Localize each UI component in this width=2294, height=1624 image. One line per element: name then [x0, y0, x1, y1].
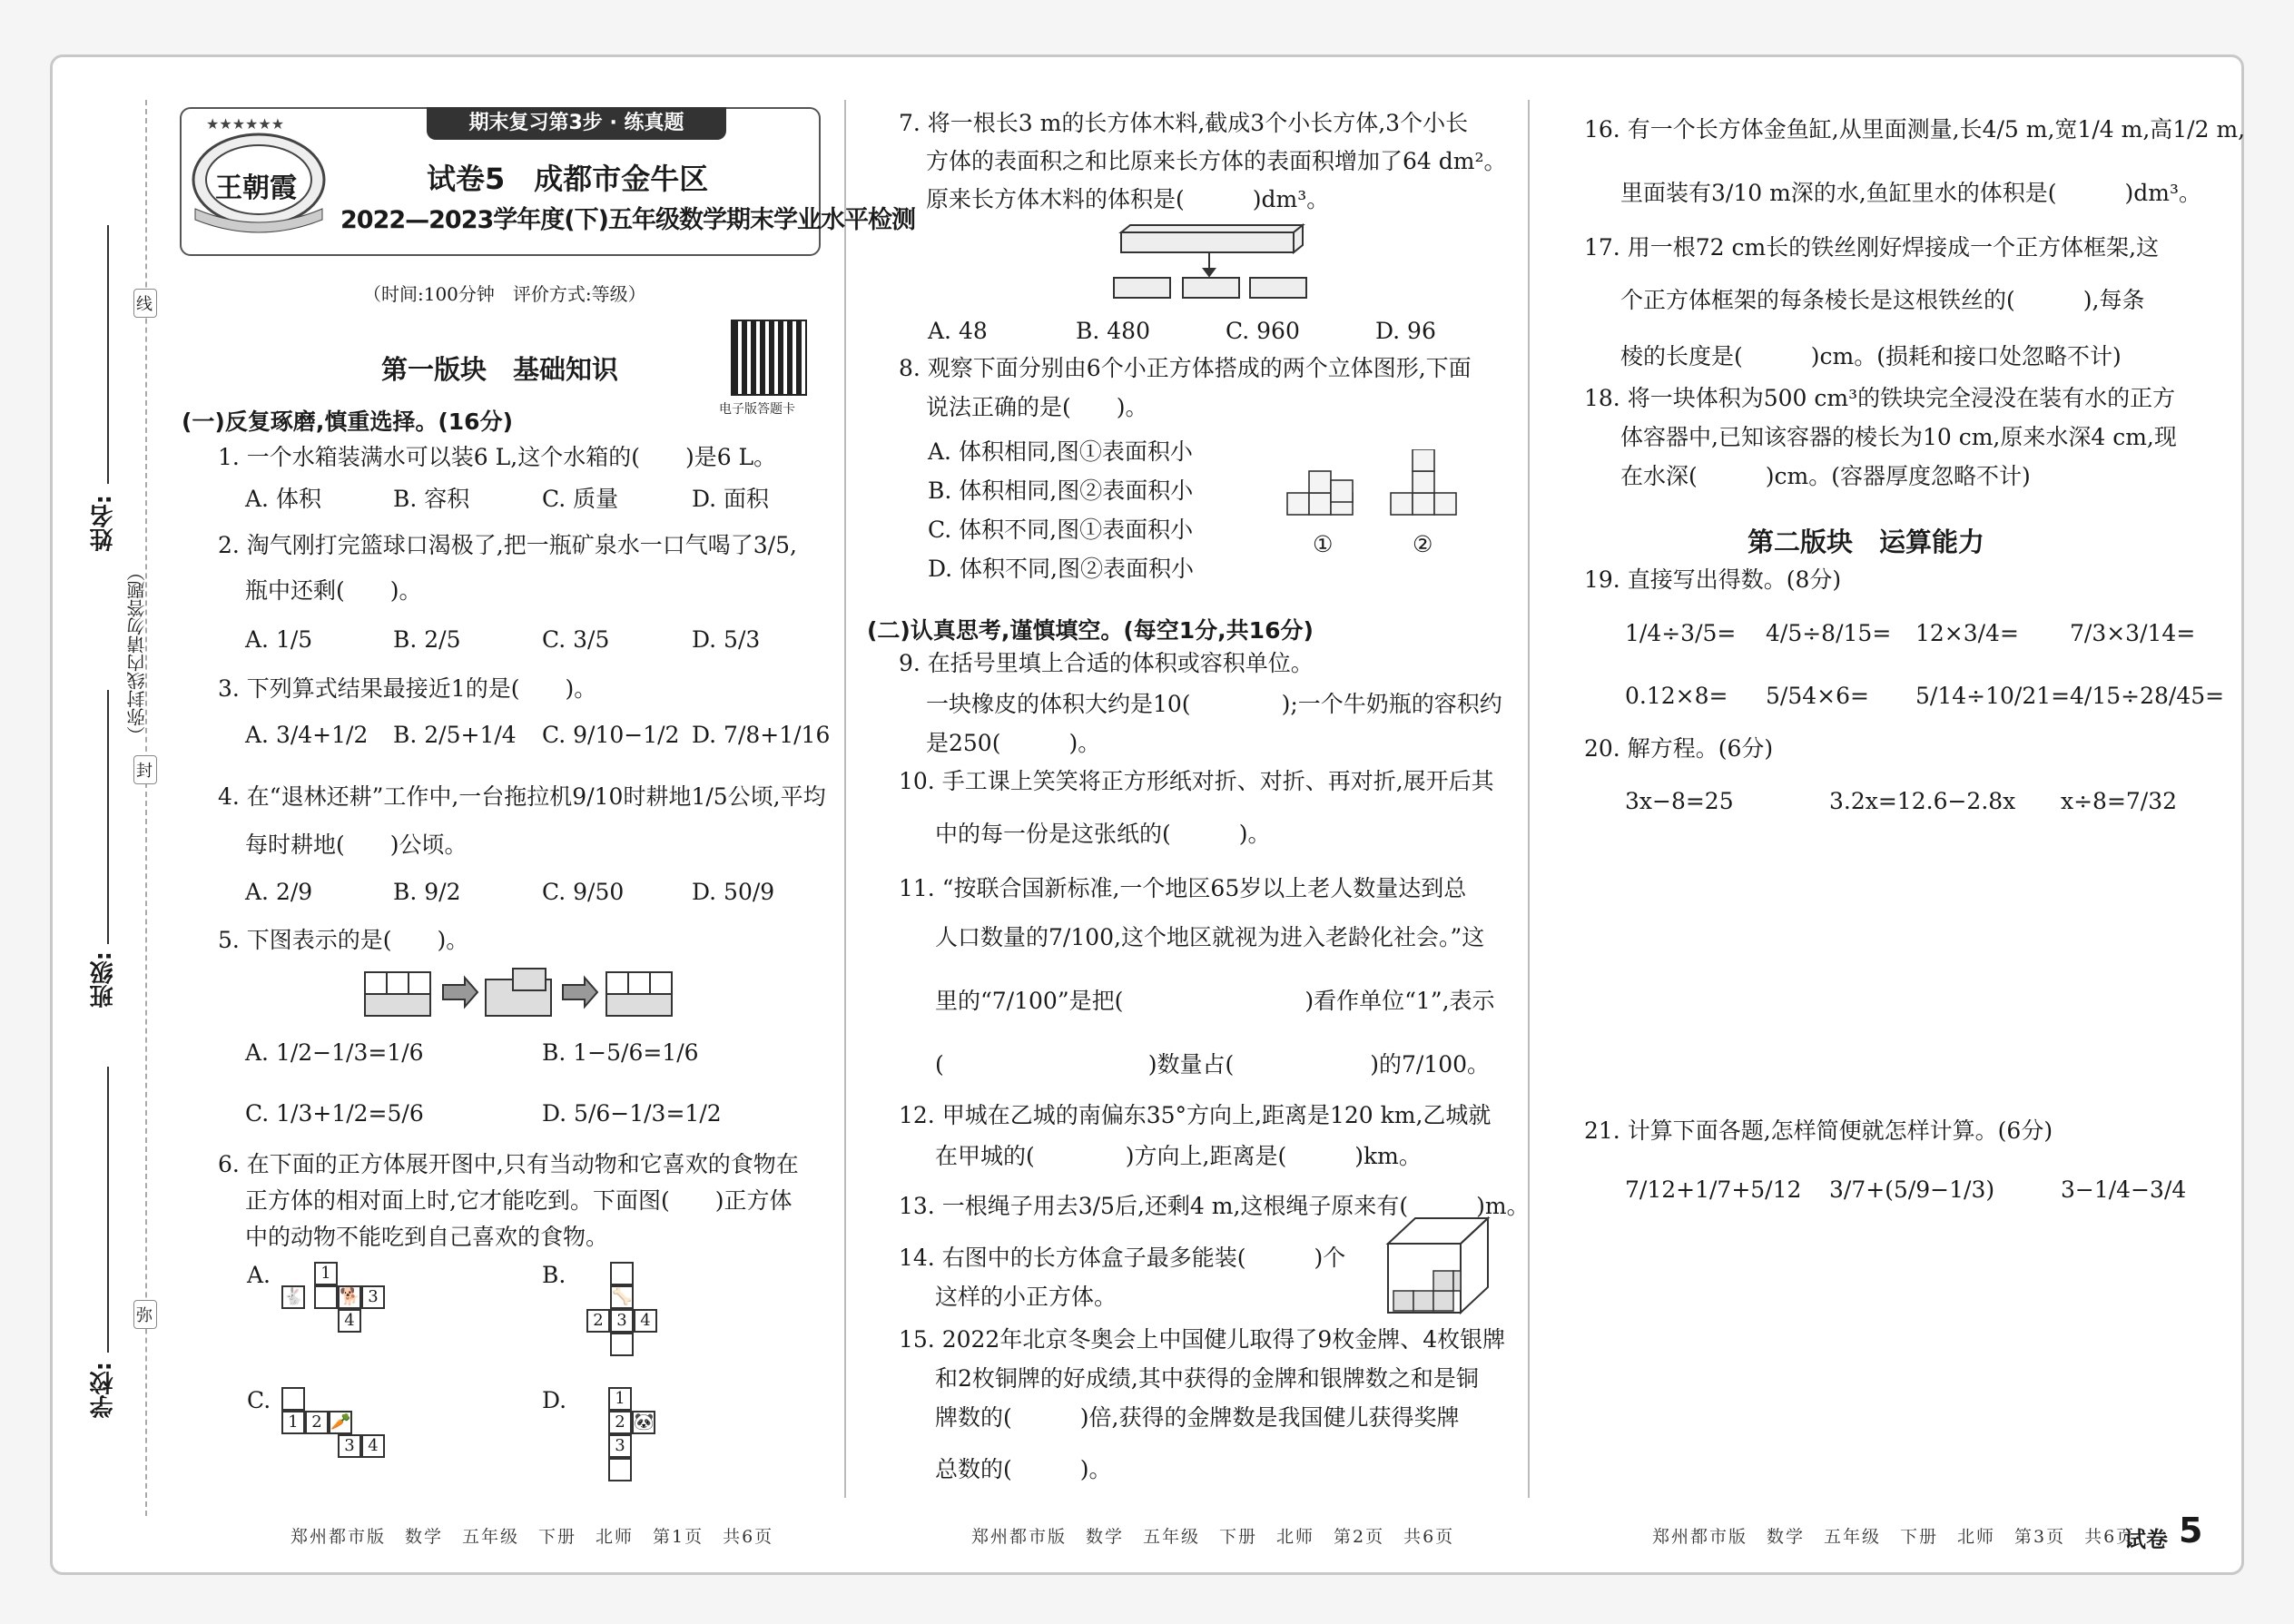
q4-option-b[interactable]: B. 9/2 — [393, 879, 461, 905]
q2-option-a[interactable]: A. 1/5 — [245, 626, 313, 653]
school-label: 学校: — [90, 1362, 117, 1419]
svg-text:★★★★★★: ★★★★★★ — [206, 118, 285, 133]
q6-net-d: 1 2 🐼 3 — [599, 1387, 681, 1505]
question-12: 12. 甲城在乙城的南偏东35°方向上,距离是120 km,乙城就 — [899, 1102, 1492, 1128]
question-6-cont2: 中的动物不能吃到自己喜欢的食物。 — [245, 1224, 609, 1250]
block-title-compute: 第二版块 运算能力 — [1748, 527, 1985, 557]
question-14: 14. 右图中的长方体盒子最多能装( )个 — [899, 1245, 1346, 1271]
question-15-cont3: 总数的( )。 — [935, 1456, 1112, 1482]
binding-note: （弥封线内请勿答题） — [126, 563, 148, 744]
q2-option-c[interactable]: C. 3/5 — [542, 626, 610, 653]
q20-item-3[interactable]: x÷8=7/32 — [2061, 788, 2178, 814]
q19-item-3[interactable]: 12×3/4= — [1915, 620, 2019, 646]
review-step-tag: 期末复习第3步 · 练真题 — [427, 107, 726, 140]
q6-net-b: 🦴 2 3 4 — [577, 1262, 686, 1371]
q6-net-a: 1 🐇 🐕 3 4 — [281, 1262, 390, 1343]
q2-option-b[interactable]: B. 2/5 — [393, 626, 461, 653]
q7-option-c[interactable]: C. 960 — [1226, 318, 1300, 344]
q5-option-b[interactable]: B. 1−5/6=1/6 — [542, 1039, 699, 1066]
q5-option-a[interactable]: A. 1/2−1/3=1/6 — [245, 1039, 424, 1066]
question-7-cont2: 原来长方体木料的体积是( )dm³。 — [926, 186, 1330, 212]
question-11-cont2: 里的“7/100”是把( )看作单位“1”,表示 — [935, 988, 1495, 1014]
q8-option-c[interactable]: C. 体积不同,图①表面积小 — [928, 517, 1194, 543]
q1-option-a[interactable]: A. 体积 — [245, 486, 321, 512]
question-11-cont3: ( )数量占( )的7/100。 — [935, 1051, 1491, 1078]
question-7-cont: 方体的表面积之和比原来长方体的表面积增加了64 dm²。 — [926, 148, 1507, 174]
qr-code[interactable] — [731, 320, 807, 396]
q3-option-b[interactable]: B. 2/5+1/4 — [393, 722, 517, 748]
question-8-cont: 说法正确的是( )。 — [926, 394, 1148, 420]
q6-label-b[interactable]: B. — [542, 1262, 566, 1288]
class-blank[interactable] — [107, 690, 109, 944]
q4-option-a[interactable]: A. 2/9 — [245, 879, 313, 905]
q5-option-d[interactable]: D. 5/6−1/3=1/2 — [542, 1100, 722, 1127]
time-info: （时间:100分钟 评价方式:等级） — [363, 283, 646, 305]
question-19: 19. 直接写出得数。(8分) — [1584, 566, 1842, 593]
binding-mark-mi: 弥 — [133, 1300, 157, 1329]
q8-option-a[interactable]: A. 体积相同,图①表面积小 — [928, 438, 1193, 465]
class-label: 班级: — [90, 951, 117, 1009]
question-9-cont: 一块橡皮的体积大约是10( );一个牛奶瓶的容积约 — [926, 691, 1502, 717]
question-6: 6. 在下面的正方体展开图中,只有当动物和它喜欢的食物在 — [218, 1151, 799, 1177]
q8-figure-label-1: ① — [1313, 531, 1334, 557]
footer-page-3: 郑州都市版 数学 五年级 下册 北师 第3页 共6页 — [1652, 1527, 2136, 1547]
question-4: 4. 在“退林还耕”工作中,一台拖拉机9/10时耕地1/5公顷,平均 — [218, 783, 826, 810]
question-18-cont: 体容器中,已知该容器的棱长为10 cm,原来水深4 cm,现 — [1620, 424, 2177, 450]
column-divider-1 — [844, 100, 846, 1498]
paper-subtitle: 2022—2023学年度(下)五年级数学期末学业水平检测 — [340, 206, 915, 234]
q3-option-c[interactable]: C. 9/10−1/2 — [542, 722, 680, 748]
logo-text: 王朝霞 — [215, 172, 297, 204]
binding-mark-seal: 封 — [133, 755, 157, 784]
question-9-cont2: 是250( )。 — [926, 730, 1101, 756]
q4-option-d[interactable]: D. 50/9 — [692, 879, 775, 905]
question-10-cont: 中的每一份是这张纸的( )。 — [935, 821, 1271, 847]
question-17: 17. 用一根72 cm长的铁丝刚好焊接成一个正方体框架,这 — [1584, 234, 2160, 261]
q1-option-c[interactable]: C. 质量 — [542, 486, 619, 512]
footer-page-2: 郑州都市版 数学 五年级 下册 北师 第2页 共6页 — [971, 1527, 1455, 1547]
paper-title: 试卷5 成都市金牛区 — [427, 162, 709, 196]
q19-item-7[interactable]: 5/14÷10/21= — [1915, 683, 2071, 709]
q19-item-6[interactable]: 5/54×6= — [1766, 683, 1869, 709]
q21-item-3[interactable]: 3−1/4−3/4 — [2061, 1176, 2187, 1203]
question-9: 9. 在括号里填上合适的体积或容积单位。 — [899, 650, 1314, 676]
question-11: 11. “按联合国新标准,一个地区65岁以上老人数量达到总 — [899, 875, 1467, 901]
q1-option-d[interactable]: D. 面积 — [692, 486, 770, 512]
question-16: 16. 有一个长方体金鱼缸,从里面测量,长4/5 m,宽1/4 m,高1/2 m, — [1584, 116, 2246, 143]
q8-option-d[interactable]: D. 体积不同,图②表面积小 — [928, 556, 1194, 582]
question-2-cont: 瓶中还剩( )。 — [245, 577, 422, 604]
q7-figure — [1112, 223, 1307, 305]
question-5: 5. 下图表示的是( )。 — [218, 927, 469, 953]
q3-option-a[interactable]: A. 3/4+1/2 — [245, 722, 369, 748]
q6-label-d[interactable]: D. — [542, 1387, 567, 1413]
question-15-cont: 和2枚铜牌的好成绩,其中获得的金牌和银牌数之和是铜 — [935, 1365, 1479, 1392]
question-17-cont: 个正方体框架的每条棱长是这根铁丝的( ),每条 — [1620, 287, 2145, 313]
q6-label-c[interactable]: C. — [247, 1387, 271, 1413]
question-17-cont2: 棱的长度是( )cm。(损耗和接口处忽略不计) — [1620, 343, 2122, 369]
question-20: 20. 解方程。(6分) — [1584, 735, 1774, 762]
school-blank[interactable] — [107, 1067, 109, 1353]
question-21: 21. 计算下面各题,怎样简便就怎样计算。(6分) — [1584, 1117, 2053, 1144]
q21-item-1[interactable]: 7/12+1/7+5/12 — [1625, 1176, 1802, 1203]
section-choice: (一)反复琢磨,慎重选择。(16分) — [182, 408, 513, 435]
q8-option-b[interactable]: B. 体积相同,图②表面积小 — [928, 477, 1194, 504]
q4-option-c[interactable]: C. 9/50 — [542, 879, 625, 905]
question-18-cont2: 在水深( )cm。(容器厚度忽略不计) — [1620, 463, 2031, 489]
q5-figure — [363, 967, 676, 1019]
q6-net-c: 1 2 🥕 3 4 — [281, 1387, 399, 1469]
question-12-cont: 在甲城的( )方向上,距离是( )km。 — [935, 1143, 1422, 1169]
q2-option-d[interactable]: D. 5/3 — [692, 626, 761, 653]
q7-option-b[interactable]: B. 480 — [1076, 318, 1150, 344]
q6-label-a[interactable]: A. — [247, 1262, 271, 1288]
q3-option-d[interactable]: D. 7/8+1/16 — [692, 722, 831, 748]
section-fill: (二)认真思考,谨慎填空。(每空1分,共16分) — [867, 617, 1314, 644]
footer-page-1: 郑州都市版 数学 五年级 下册 北师 第1页 共6页 — [290, 1527, 774, 1547]
question-15-cont2: 牌数的( )倍,获得的金牌数是我国健儿获得奖牌 — [935, 1404, 1460, 1431]
column-divider-2 — [1528, 100, 1530, 1498]
q19-item-2[interactable]: 4/5÷8/15= — [1766, 620, 1892, 646]
question-3: 3. 下列算式结果最接近1的是( )。 — [218, 675, 597, 702]
question-15: 15. 2022年北京冬奥会上中国健儿取得了9枚金牌、4枚银牌 — [899, 1326, 1506, 1353]
q1-option-b[interactable]: B. 容积 — [393, 486, 470, 512]
q5-option-c[interactable]: C. 1/3+1/2=5/6 — [245, 1100, 424, 1127]
question-18: 18. 将一块体积为500 cm³的铁块完全浸没在装有水的正方 — [1584, 385, 2176, 411]
q20-item-2[interactable]: 3.2x=12.6−2.8x — [1829, 788, 2016, 814]
q14-box-figure — [1384, 1216, 1493, 1316]
question-2: 2. 淘气刚打完篮球口渴极了,把一瓶矿泉水一口气喝了3/5, — [218, 532, 797, 558]
logo — [186, 118, 331, 236]
q19-item-4[interactable]: 7/3×3/14= — [2070, 620, 2196, 646]
qr-caption: 电子版答题卡 — [719, 402, 795, 417]
q21-item-2[interactable]: 3/7+(5/9−1/3) — [1829, 1176, 1995, 1203]
question-11-cont: 人口数量的7/100,这个地区就视为进入老龄化社会。”这 — [935, 924, 1485, 950]
q8-figures — [1280, 449, 1471, 531]
question-14-cont: 这样的小正方体。 — [935, 1284, 1117, 1310]
question-13: 13. 一根绳子用去3/5后,还剩4 m,这根绳子原来有( )m。 — [899, 1193, 1530, 1219]
binding-mark-line: 线 — [133, 289, 157, 318]
question-4-cont: 每时耕地( )公顷。 — [245, 832, 468, 858]
q19-item-1[interactable]: 1/4÷3/5= — [1625, 620, 1737, 646]
block-title-basic: 第一版块 基础知识 — [381, 354, 619, 385]
q8-figure-label-2: ② — [1413, 531, 1433, 557]
paper-number: 5 — [2179, 1511, 2203, 1550]
q19-item-5[interactable]: 0.12×8= — [1625, 683, 1728, 709]
name-blank[interactable] — [107, 225, 109, 484]
name-label: 姓名: — [90, 495, 117, 552]
q20-item-1[interactable]: 3x−8=25 — [1625, 788, 1734, 814]
question-8: 8. 观察下面分别由6个小正方体搭成的两个立体图形,下面 — [899, 355, 1472, 381]
q19-item-8[interactable]: 4/15÷28/45= — [2070, 683, 2225, 709]
q7-option-a[interactable]: A. 48 — [928, 318, 988, 344]
question-16-cont: 里面装有3/10 m深的水,鱼缸里水的体积是( )dm³。 — [1620, 180, 2201, 206]
question-7: 7. 将一根长3 m的长方体木料,截成3个小长方体,3个小长 — [899, 110, 1469, 136]
question-1: 1. 一个水箱装满水可以装6 L,这个水箱的( )是6 L。 — [218, 444, 777, 470]
question-10: 10. 手工课上笑笑将正方形纸对折、对折、再对折,展开后其 — [899, 768, 1494, 794]
question-6-cont: 正方体的相对面上时,它才能吃到。下面图( )正方体 — [245, 1187, 793, 1214]
q7-option-d[interactable]: D. 96 — [1375, 318, 1436, 344]
paper-number-label: 试卷 — [2124, 1527, 2168, 1552]
